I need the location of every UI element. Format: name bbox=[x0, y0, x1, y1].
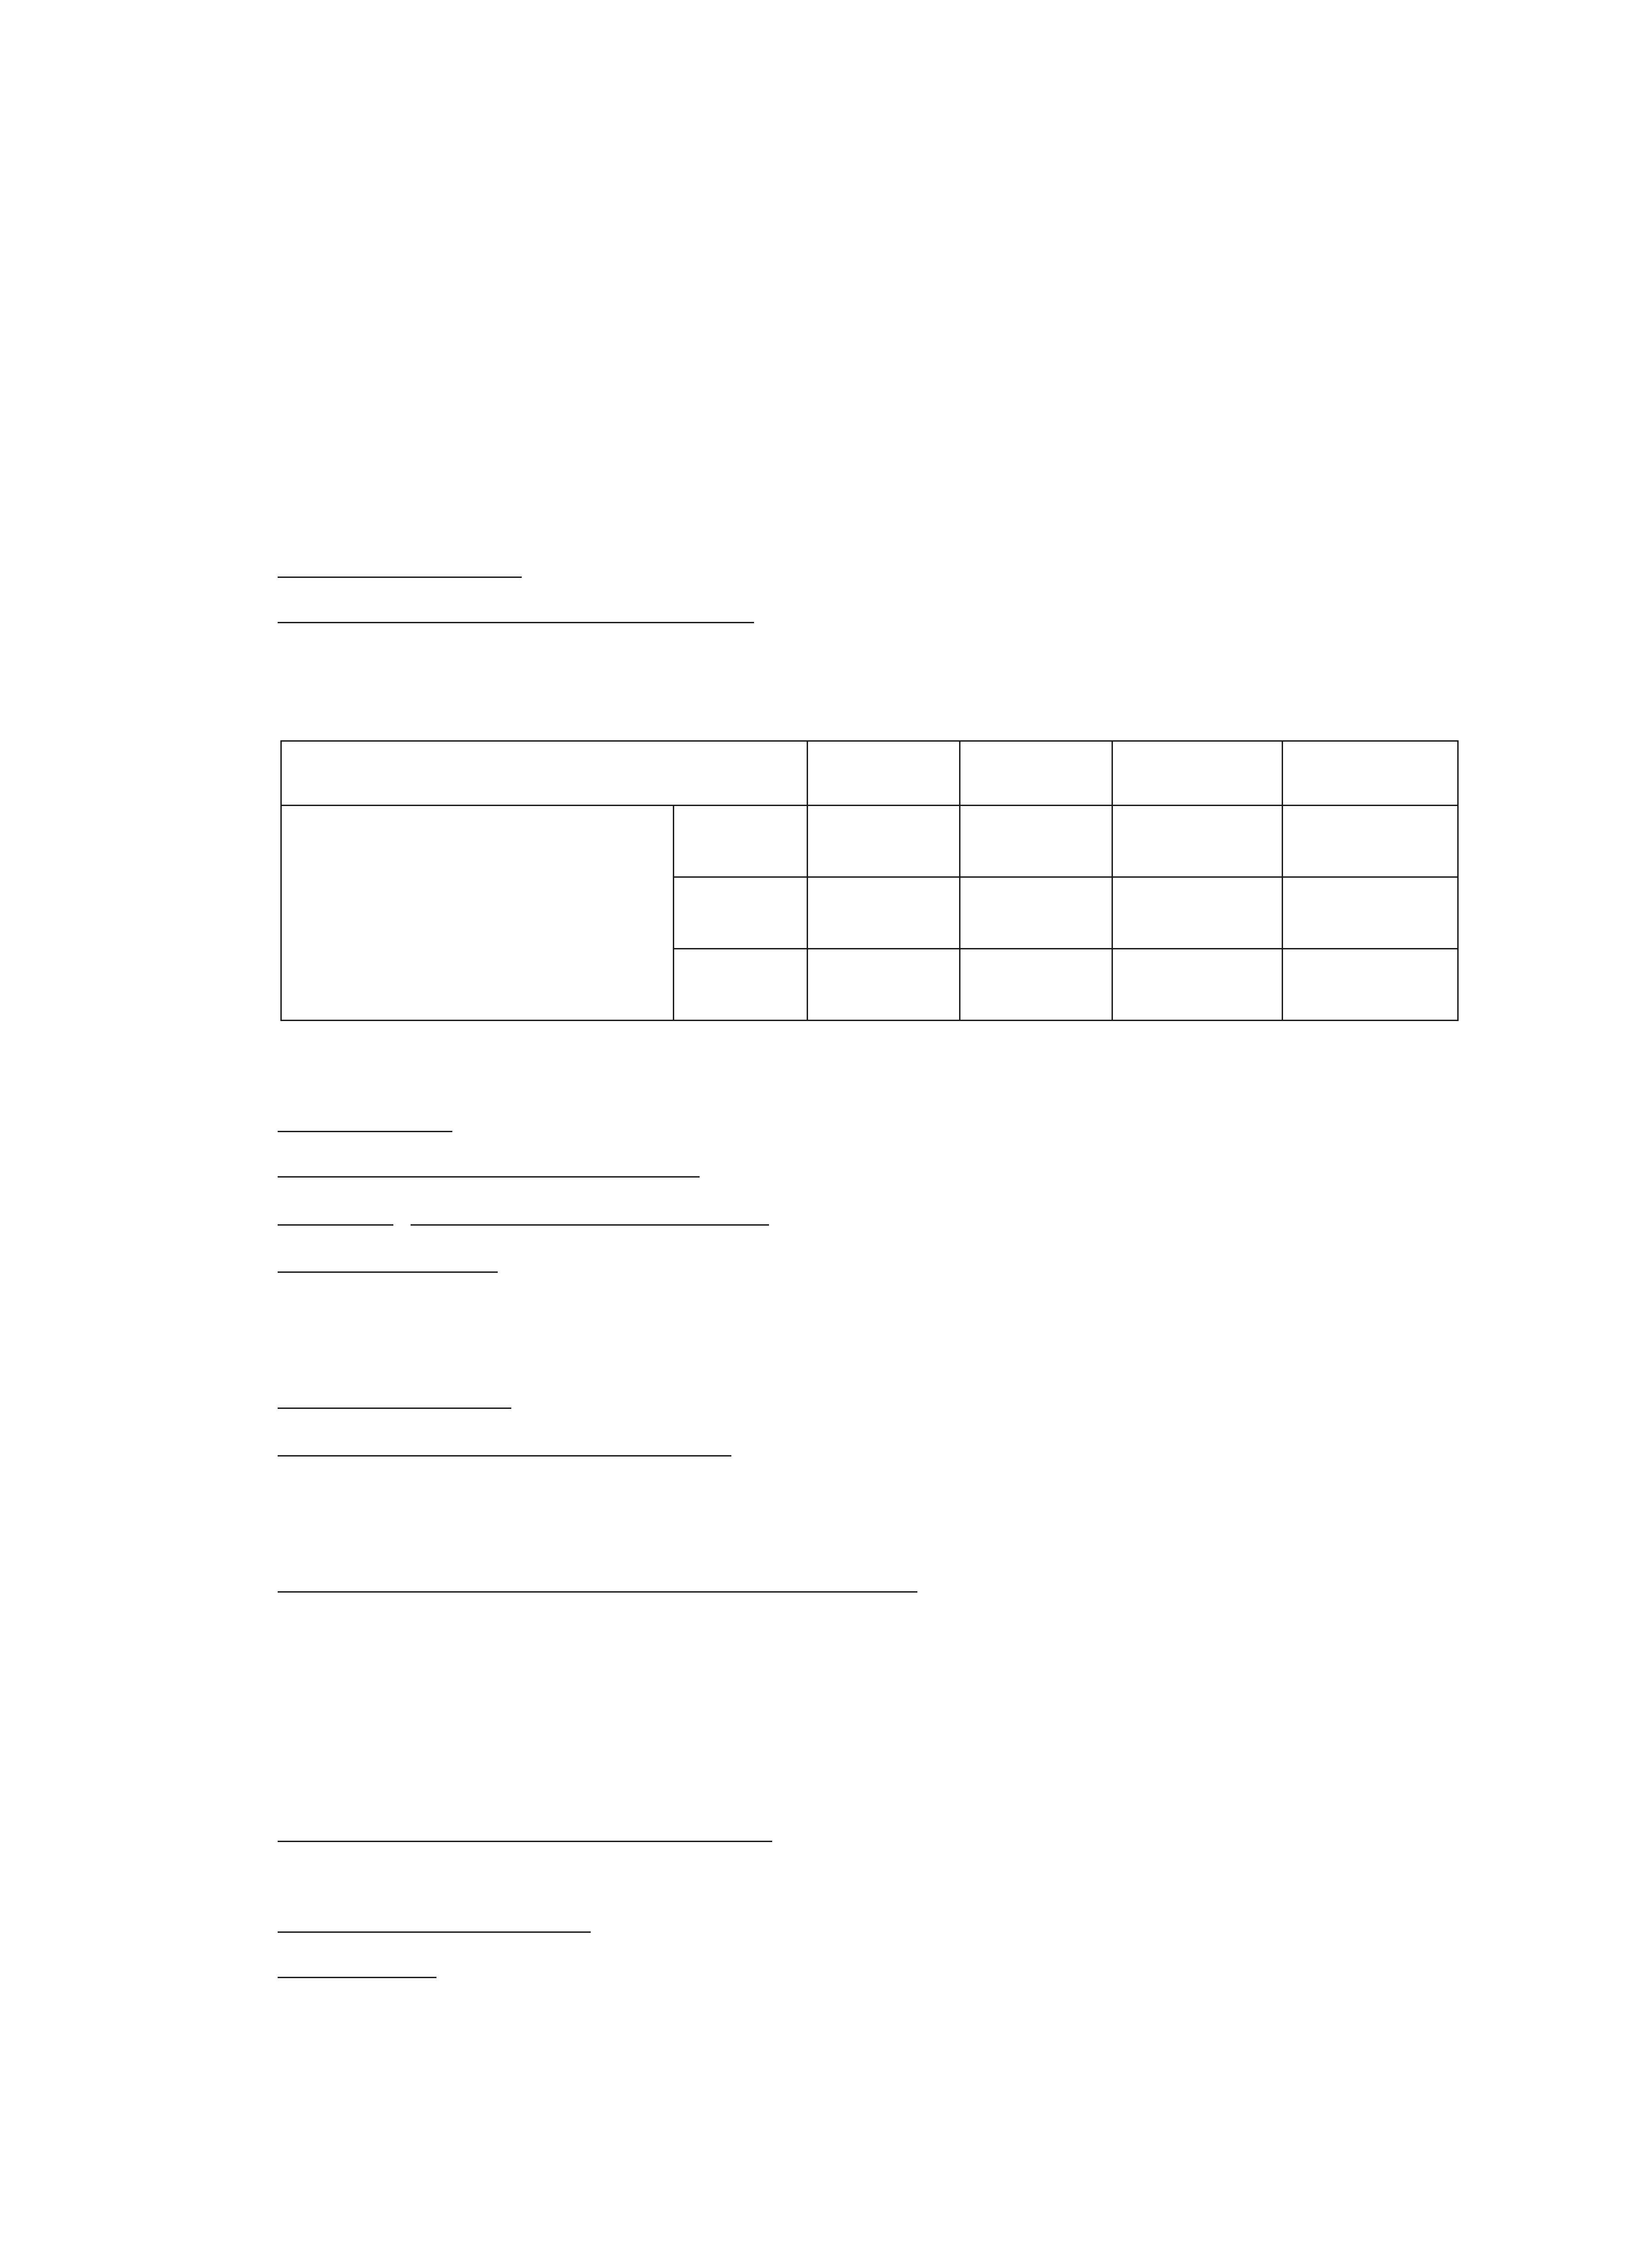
q22-conclusion1-line-2 bbox=[278, 1102, 452, 1139]
mass-value bbox=[960, 741, 1112, 806]
row-label-muchai bbox=[674, 806, 808, 877]
q23-part3-line-2 bbox=[278, 1994, 455, 2030]
answer-blank[interactable] bbox=[278, 1903, 591, 1933]
answer-blank[interactable] bbox=[278, 594, 754, 623]
q22-part1-line-2 bbox=[278, 593, 754, 630]
answer-blank[interactable] bbox=[278, 1243, 498, 1273]
mass-value bbox=[1283, 741, 1458, 806]
answer-blank[interactable] bbox=[278, 1148, 700, 1178]
table-cell bbox=[960, 806, 1112, 877]
q22-part1-line-1 bbox=[278, 548, 522, 584]
table-cell bbox=[1283, 877, 1458, 949]
heat-group-label bbox=[281, 806, 674, 1021]
table-cell bbox=[1112, 877, 1283, 949]
table-cell bbox=[1112, 949, 1283, 1021]
table-cell bbox=[1283, 949, 1458, 1021]
answer-blank[interactable] bbox=[278, 1813, 772, 1842]
q22-part3-line-1 bbox=[278, 1379, 511, 1415]
q23-part1-line-1 bbox=[278, 1812, 772, 1848]
q22-conclusion2-line-3 bbox=[278, 1243, 498, 1279]
table-header-row bbox=[281, 741, 1458, 806]
q22-part3-line-2 bbox=[278, 1427, 731, 1463]
mass-header bbox=[281, 741, 808, 806]
row-label-jiaotan bbox=[674, 877, 808, 949]
fuel-heat-table bbox=[280, 740, 1459, 1021]
table-cell bbox=[960, 949, 1112, 1021]
table-cell bbox=[808, 877, 960, 949]
table-cell bbox=[1112, 806, 1283, 877]
row-label-mutan bbox=[674, 949, 808, 1021]
answer-blank[interactable] bbox=[278, 1103, 452, 1132]
q22-conclusion2-line-2 bbox=[278, 1196, 769, 1232]
table-cell bbox=[1283, 806, 1458, 877]
table-cell bbox=[808, 806, 960, 877]
mass-value bbox=[1112, 741, 1283, 806]
q22-part3-line-5 bbox=[278, 1563, 917, 1599]
answer-blank[interactable] bbox=[278, 548, 522, 578]
answer-blank[interactable] bbox=[278, 1196, 393, 1226]
answer-blank[interactable] bbox=[278, 1379, 511, 1409]
table-cell bbox=[960, 877, 1112, 949]
q23-part3-line-1 bbox=[278, 1948, 436, 1984]
q22-figure bbox=[279, 313, 1000, 544]
answer-blank[interactable] bbox=[411, 1196, 769, 1226]
table-row bbox=[281, 806, 1458, 877]
answer-blank[interactable] bbox=[278, 1563, 917, 1593]
table-cell bbox=[808, 949, 960, 1021]
mass-value bbox=[808, 741, 960, 806]
answer-blank[interactable] bbox=[278, 1427, 731, 1457]
q22-conclusion2-line-1 bbox=[278, 1148, 700, 1184]
q23-part2-line bbox=[278, 1903, 591, 1939]
answer-blank[interactable] bbox=[278, 1949, 436, 1978]
